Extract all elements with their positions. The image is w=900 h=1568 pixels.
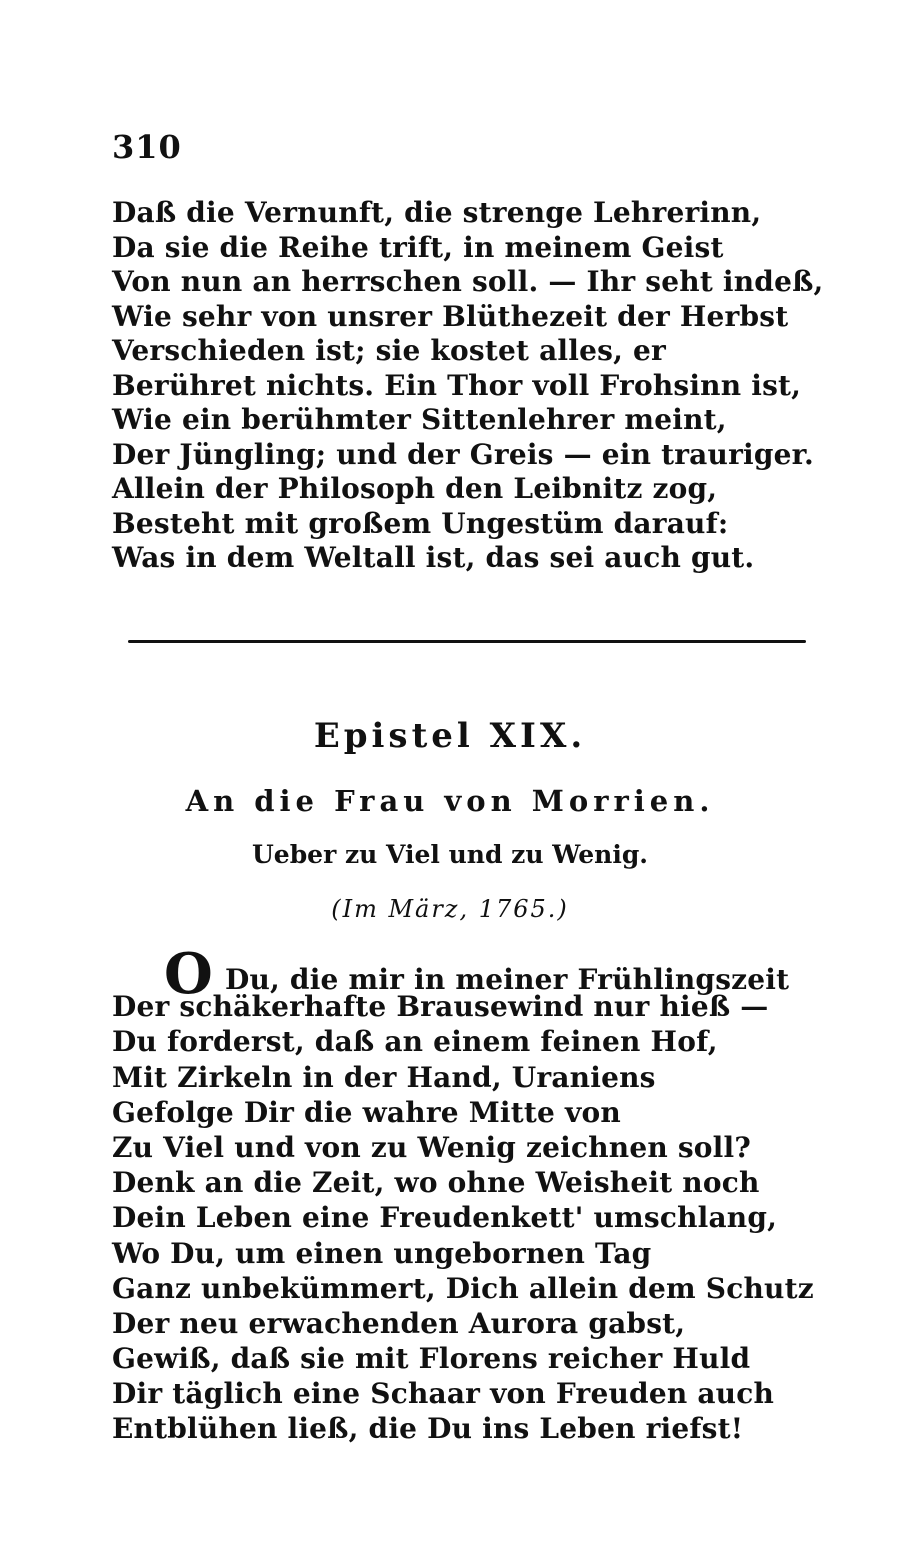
first-line-text: Du, die mir in meiner Frühlingszeit <box>224 963 790 996</box>
poem-line: Ganz unbekümmert, Dich allein dem Schutz <box>112 1271 814 1305</box>
poem-line: Gefolge Dir die wahre Mitte von <box>112 1095 621 1129</box>
poem-line: Allein der Philosoph den Leibnitz zog, <box>112 472 718 505</box>
poem-line: Gewiß, daß sie mit Florens reicher Huld <box>112 1342 751 1376</box>
poem-stanza-continued <box>112 196 824 576</box>
poem-line: Daß die Vernunft, die strenge Lehrerinn, <box>112 196 762 229</box>
poem-line: Berühret nichts. Ein Thor voll Frohsinn ist, <box>112 368 802 402</box>
poem-stanza-epistle <box>112 941 814 1447</box>
epistle-addressee: An die Frau von Morrien. <box>185 784 715 818</box>
poem-line: Dir täglich eine Schaar von Freuden auch <box>112 1377 775 1411</box>
poem-line: Du forderst, daß an einem feinen Hof, <box>112 1025 718 1059</box>
poem-line: Besteht mit großem Ungestüm darauf: <box>112 506 729 540</box>
poem-line: Der neu erwachenden Aurora gabst, <box>112 1306 686 1340</box>
section-divider-rule <box>128 640 806 643</box>
poem-line: Wo Du, um einen ungebornen Tag <box>112 1236 652 1270</box>
poem-line: Mit Zirkeln in der Hand, Uraniens <box>112 1060 656 1094</box>
poem-line: Dein Leben eine Freudenkett' umschlang, <box>112 1201 778 1235</box>
poem-line: Der Jüngling; und der Greis — ein trauriger. <box>112 437 814 471</box>
poem-line: Entblühen ließ, die Du ins Leben riefst! <box>112 1412 744 1446</box>
poem-line: Wie sehr von unsrer Blüthezeit der Herbst <box>112 299 789 333</box>
drop-cap: O <box>164 941 213 1007</box>
poem-line: Verschieden ist; sie kostet alles, er <box>112 334 666 367</box>
poem-line: Von nun an herrschen soll. — Ihr seht indeß, <box>112 265 824 298</box>
poem-line: Da sie die Reihe trift, in meinem Geist <box>112 230 724 264</box>
poem-line: Wie ein berühmter Sittenlehrer meint, <box>112 403 727 436</box>
epistle-title: Epistel XIX. <box>313 716 587 756</box>
epistle-subtitle: Ueber zu Viel und zu Wenig. <box>251 840 649 869</box>
poem-line: Denk an die Zeit, wo ohne Weisheit noch <box>112 1166 760 1200</box>
epistle-date: (Im März, 1765.) <box>331 895 569 923</box>
page-number: 310 <box>112 128 182 166</box>
poem-line: Was in dem Weltall ist, das sei auch gut. <box>112 541 755 574</box>
poem-line: Zu Viel und von zu Wenig zeichnen soll? <box>112 1130 751 1164</box>
poem-line: Der schäkerhafte Brausewind nur hieß — <box>112 990 769 1024</box>
